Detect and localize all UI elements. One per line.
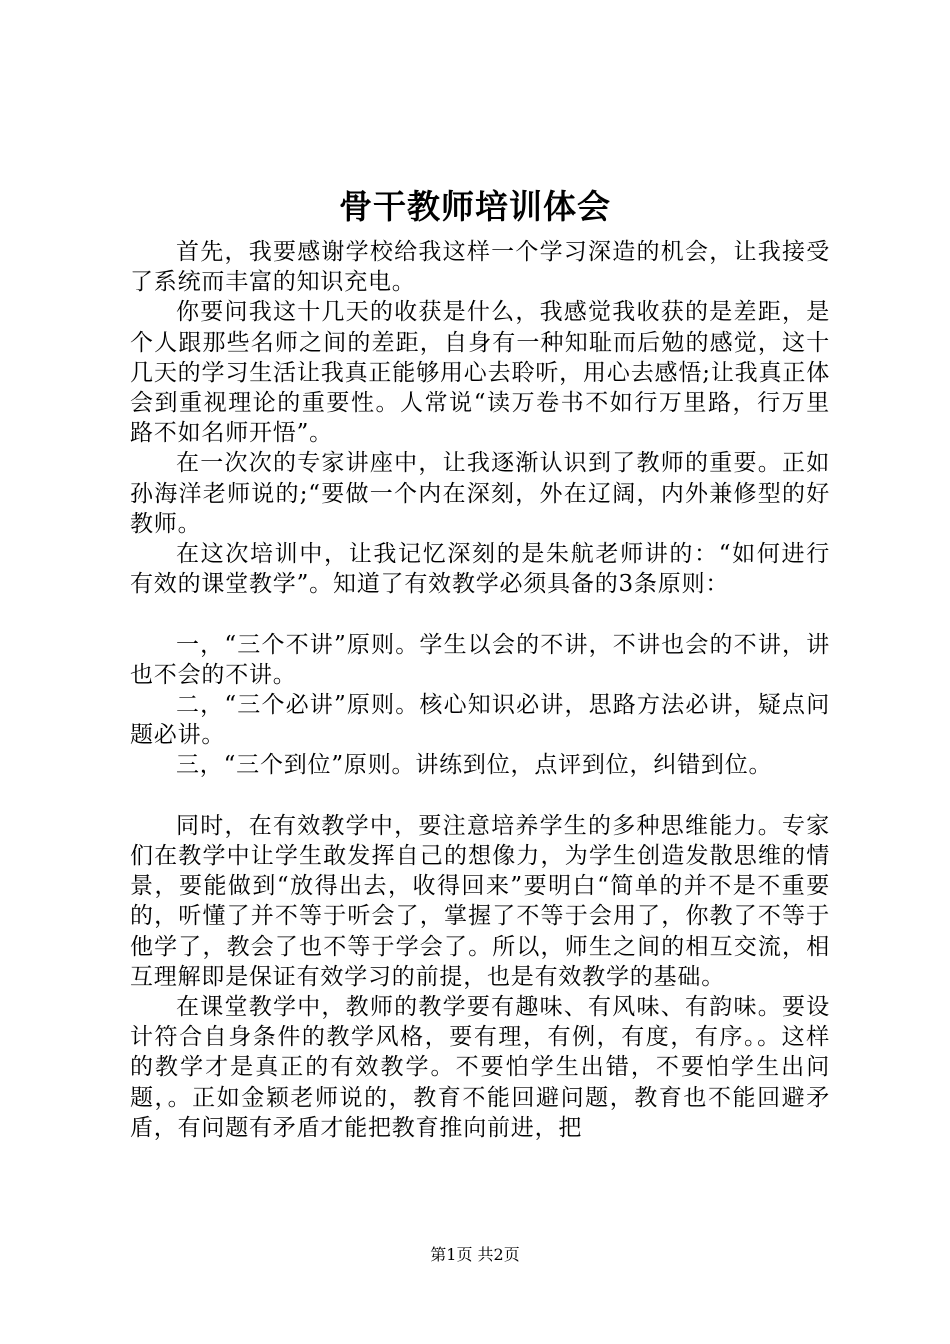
paragraph-5: 同时，在有效教学中，要注意培养学生的多种思维能力。专家们在教学中让学生敢发挥自己的想像力，为学生创造发散思维的情景，要能做到“放得出去，收得回来”要明白“简单的并不是不重要的，听懂了并不等于听会了，掌握了不等于会用了，你教了不等于他学了，教会了也不等于学会了。所以，师生之间的相互交流，相互理解即是保证有效学习的前提，也是有效教学的基础。 bbox=[130, 812, 830, 990]
document-body bbox=[130, 237, 830, 1143]
paragraph-3: 在一次次的专家讲座中，让我逐渐认识到了教师的重要。正如孙海洋老师说的;“要做一个内在深刻，外在辽阔，内外兼修型的好教师。 bbox=[130, 450, 830, 537]
paragraph-1: 首先，我要感谢学校给我这样一个学习深造的机会，让我接受了系统而丰富的知识充电。 bbox=[130, 239, 830, 296]
paragraph-2: 你要问我这十几天的收获是什么，我感觉我收获的是差距，是个人跟那些名师之间的差距，自身有一种知耻而后勉的感觉，这十几天的学习生活让我真正能够用心去聆听，用心去感悟;让我真正体会到重视理论的重要性。人常说“读万卷书不如行万里路，行万里路不如名师开悟”。 bbox=[130, 299, 830, 447]
paragraph-6: 在课堂教学中，教师的教学要有趣味、有风味、有韵味。要设计符合自身条件的教学风格，要有理，有例，有度，有序。。这样的教学才是真正的有效教学。不要怕学生出错，不要怕学生出问题，。正如金颖老师说的，教育不能回避问题，教育也不能回避矛盾，有问题有矛盾才能把教育推向前进，把 bbox=[130, 994, 830, 1141]
document-title: 骨干教师培训体会 bbox=[339, 187, 611, 226]
page-number-footer: 第1页 共2页 bbox=[430, 1245, 520, 1264]
principle-2: 二，“三个必讲”原则。核心知识必讲，思路方法必讲，疑点问题必讲。 bbox=[130, 692, 830, 749]
principle-1: 一，“三个不讲”原则。学生以会的不讲，不讲也会的不讲，讲也不会的不讲。 bbox=[130, 631, 830, 688]
paragraph-4: 在这次培训中，让我记忆深刻的是朱航老师讲的：“如何进行有效的课堂教学”。知道了有效教学必须具备的3条原则： bbox=[130, 541, 830, 598]
principle-3: 三，“三个到位”原则。讲练到位，点评到位，纠错到位。 bbox=[176, 752, 773, 779]
